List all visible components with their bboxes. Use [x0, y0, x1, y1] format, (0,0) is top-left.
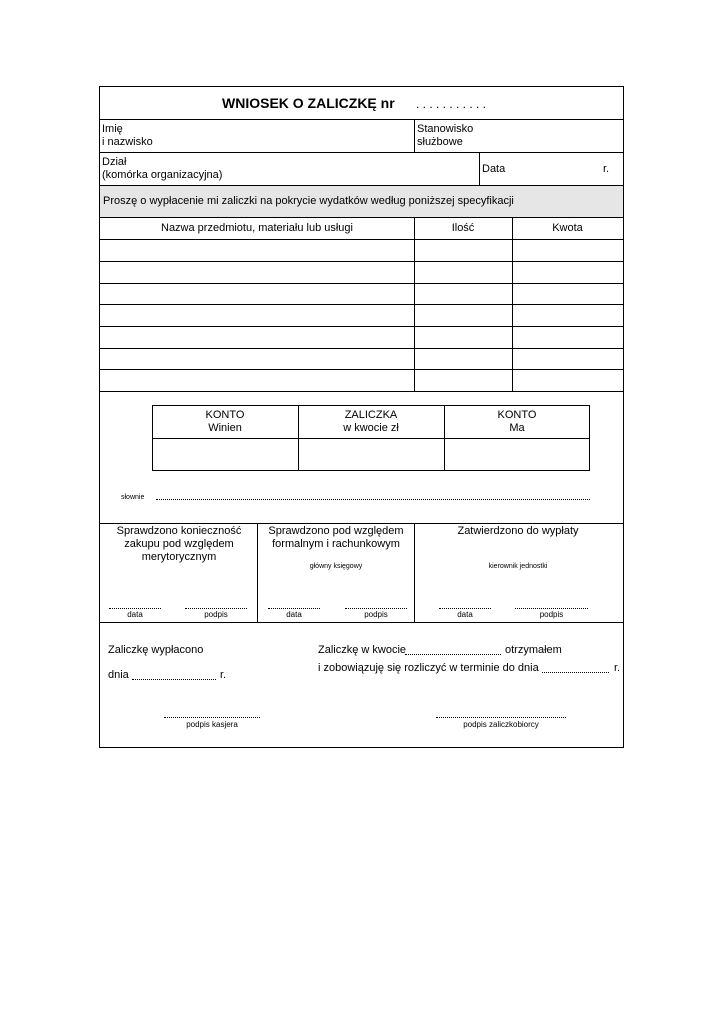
paid-out-day-suffix: r.	[220, 669, 227, 681]
date-field[interactable]	[510, 152, 600, 185]
approval2-date-label: data	[286, 610, 302, 619]
cashier-signature-field[interactable]	[164, 717, 260, 718]
department-label-line1: Dział	[102, 156, 127, 168]
recipient-signature-label: podpis zaliczkobiorcy	[463, 720, 539, 729]
approvals-divider	[414, 523, 415, 622]
form-number-field[interactable]: . . . . . . . . . . .	[416, 97, 487, 111]
position-label-line1: Stanowisko	[417, 123, 474, 135]
account-debit-field[interactable]	[153, 439, 297, 470]
approvals-divider	[257, 523, 258, 622]
account-credit-subtitle: Ma	[509, 422, 525, 434]
divider	[100, 239, 623, 240]
divider	[100, 391, 623, 392]
approval1-date-field[interactable]	[109, 608, 161, 609]
date-suffix: r.	[603, 163, 610, 175]
table-row-divider	[100, 261, 623, 262]
cashier-signature-label: podpis kasjera	[186, 720, 238, 729]
department-field[interactable]	[230, 152, 479, 185]
approval1-signature-label: podpis	[204, 610, 228, 619]
account-credit-title: KONTO	[497, 409, 537, 421]
position-field[interactable]	[466, 119, 622, 152]
date-label: Data	[482, 163, 506, 175]
account-debit-subtitle: Winien	[208, 422, 242, 434]
table-row-divider	[100, 326, 623, 327]
name-label-line2: i nazwisko	[102, 136, 153, 148]
advance-request-form	[99, 86, 624, 748]
approval-formal-text: Sprawdzono pod względem formalnym i rachunkowym	[268, 525, 404, 550]
divider	[414, 119, 415, 152]
advance-amount-field[interactable]	[299, 439, 443, 470]
account-debit-title: KONTO	[205, 409, 245, 421]
approval3-signature-field[interactable]	[515, 608, 588, 609]
divider	[100, 217, 623, 218]
name-label-line1: Imię	[102, 123, 123, 135]
paid-out-label: Zaliczkę wypłacono	[108, 644, 204, 656]
name-field[interactable]	[160, 119, 414, 152]
advance-amount-subtitle: w kwocie zł	[343, 422, 399, 434]
position-label-line2: służbowe	[417, 136, 463, 148]
account-credit-field[interactable]	[445, 439, 589, 470]
column-header-amount: Kwota	[552, 222, 583, 234]
settlement-obligation-label: i zobowiązuję się rozliczyć w terminie do dnia	[318, 662, 539, 674]
settlement-date-field[interactable]	[542, 672, 609, 673]
chief-accountant-label: główny księgowy	[309, 563, 363, 570]
received-amount-label: Zaliczkę w kwocie	[318, 644, 407, 656]
approval3-date-label: data	[457, 610, 473, 619]
amount-in-words-label: słownie	[121, 494, 145, 501]
table-row-divider	[100, 283, 623, 284]
advance-amount-title: ZALICZKA	[344, 409, 398, 421]
divider	[100, 622, 623, 623]
paid-out-day-label: dnia	[108, 669, 129, 681]
approval1-date-label: data	[127, 610, 143, 619]
table-row-divider	[100, 369, 623, 370]
table-row-divider	[100, 348, 623, 349]
approval2-signature-label: podpis	[364, 610, 388, 619]
column-header-quantity: Ilość	[451, 222, 475, 234]
approval2-signature-field[interactable]	[345, 608, 407, 609]
divider	[100, 523, 623, 524]
request-text: Proszę o wypłacenie mi zaliczki na pokrycie wydatków według poniższej specyfikacji	[103, 195, 514, 207]
department-label-line2: (komórka organizacyjna)	[102, 169, 223, 181]
settlement-date-suffix: r.	[614, 662, 621, 674]
approval2-date-field[interactable]	[268, 608, 320, 609]
form-title: WNIOSEK O ZALICZKĘ nr	[222, 95, 395, 111]
table-row-divider	[100, 304, 623, 305]
amount-in-words-field[interactable]	[156, 499, 590, 500]
approval1-signature-field[interactable]	[185, 608, 247, 609]
received-suffix: otrzymałem	[505, 644, 562, 656]
recipient-signature-field[interactable]	[436, 717, 566, 718]
divider	[479, 152, 480, 185]
column-header-item-name: Nazwa przedmiotu, materiału lub usługi	[161, 222, 353, 234]
unit-manager-label: kierownik jednostki	[488, 563, 548, 570]
approval-payout-text: Zatwierdzono do wypłaty	[457, 525, 579, 537]
approval3-signature-label: podpis	[539, 610, 564, 619]
approval-substantive-text: Sprawdzono konieczność zakupu pod względem merytorycznym	[116, 525, 242, 563]
approval3-date-field[interactable]	[439, 608, 491, 609]
paid-out-day-field[interactable]	[132, 679, 216, 680]
received-amount-field[interactable]	[405, 654, 501, 655]
